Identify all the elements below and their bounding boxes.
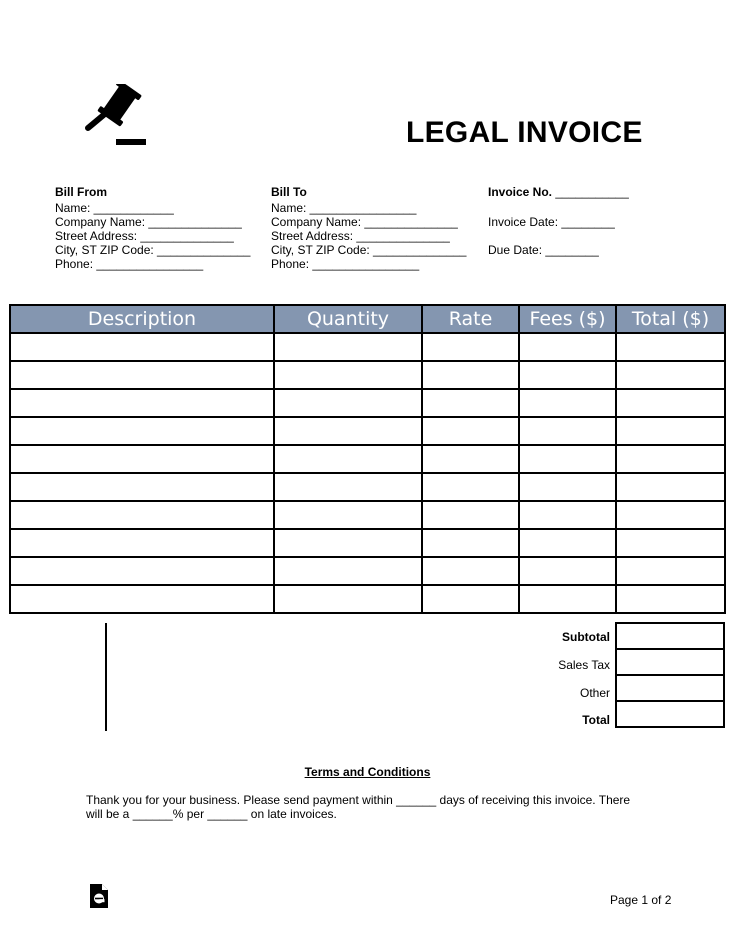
fees-cell[interactable] (519, 333, 616, 361)
description-cell[interactable] (10, 445, 274, 473)
gavel-icon (82, 84, 152, 148)
fees-cell[interactable] (519, 501, 616, 529)
rate-cell[interactable] (422, 501, 519, 529)
rate-cell[interactable] (422, 389, 519, 417)
summary-divider (105, 623, 107, 731)
fees-cell[interactable] (519, 361, 616, 389)
description-cell[interactable] (10, 529, 274, 557)
description-cell[interactable] (10, 333, 274, 361)
rate-cell[interactable] (422, 557, 519, 585)
column-header-description: Description (10, 305, 274, 333)
sales-tax-cell[interactable] (616, 649, 724, 675)
bill-from-heading: Bill From (55, 185, 108, 199)
fees-cell[interactable] (519, 473, 616, 501)
bill-to-company[interactable]: Company Name: ______________ (271, 215, 458, 229)
rate-cell[interactable] (422, 417, 519, 445)
quantity-cell[interactable] (274, 529, 422, 557)
other-label: Other (579, 686, 610, 700)
quantity-cell[interactable] (274, 361, 422, 389)
fees-cell[interactable] (519, 585, 616, 613)
bill-from-phone[interactable]: Phone: ________________ (55, 257, 204, 271)
fees-cell[interactable] (519, 529, 616, 557)
bill-from-section (55, 185, 250, 271)
invoice-info-section (488, 185, 629, 257)
bill-to-section (271, 185, 466, 271)
table-row (10, 557, 725, 585)
table-row (10, 501, 725, 529)
quantity-cell[interactable] (274, 585, 422, 613)
table-header-row (10, 305, 725, 333)
total-cell[interactable] (616, 333, 725, 361)
quantity-cell[interactable] (274, 333, 422, 361)
line-items-table (9, 304, 726, 614)
total-cell[interactable] (616, 701, 724, 727)
quantity-cell[interactable] (274, 501, 422, 529)
column-header-fees: Fees ($) (519, 305, 616, 333)
rate-cell[interactable] (422, 445, 519, 473)
rate-cell[interactable] (422, 585, 519, 613)
description-cell[interactable] (10, 361, 274, 389)
description-cell[interactable] (10, 585, 274, 613)
subtotal-cell[interactable] (616, 623, 724, 649)
quantity-cell[interactable] (274, 473, 422, 501)
bill-from-name[interactable]: Name: ____________ (55, 201, 174, 215)
total-cell[interactable] (616, 361, 725, 389)
column-header-total: Total ($) (616, 305, 725, 333)
table-row (10, 529, 725, 557)
description-cell[interactable] (10, 473, 274, 501)
description-cell[interactable] (10, 557, 274, 585)
table-row (10, 389, 725, 417)
fees-cell[interactable] (519, 389, 616, 417)
bill-to-name[interactable]: Name: ________________ (271, 201, 417, 215)
fees-cell[interactable] (519, 445, 616, 473)
table-row (10, 585, 725, 613)
quantity-cell[interactable] (274, 557, 422, 585)
invoice-number-field[interactable]: ___________ (555, 185, 629, 199)
table-row (10, 361, 725, 389)
column-header-quantity: Quantity (274, 305, 422, 333)
rate-cell[interactable] (422, 333, 519, 361)
table-row (10, 445, 725, 473)
quantity-cell[interactable] (274, 445, 422, 473)
description-cell[interactable] (10, 501, 274, 529)
bill-to-city[interactable]: City, ST ZIP Code: ______________ (271, 243, 467, 257)
table-row (10, 473, 725, 501)
total-label: Total (582, 713, 610, 727)
bill-from-company[interactable]: Company Name: ______________ (55, 215, 242, 229)
total-cell[interactable] (616, 529, 725, 557)
other-cell[interactable] (616, 675, 724, 701)
rate-cell[interactable] (422, 361, 519, 389)
invoice-date-field[interactable]: Invoice Date: ________ (488, 215, 615, 229)
total-cell[interactable] (616, 501, 725, 529)
subtotal-label: Subtotal (562, 630, 610, 644)
fees-cell[interactable] (519, 417, 616, 445)
document-e-icon (90, 884, 108, 908)
total-cell[interactable] (616, 585, 725, 613)
page-number: Page 1 of 2 (610, 893, 672, 907)
due-date-field[interactable]: Due Date: ________ (488, 243, 599, 257)
table-row (10, 333, 725, 361)
total-cell[interactable] (616, 417, 725, 445)
quantity-cell[interactable] (274, 417, 422, 445)
total-cell[interactable] (616, 473, 725, 501)
total-cell[interactable] (616, 389, 725, 417)
page-title: LEGAL INVOICE (406, 116, 643, 149)
table-row (10, 417, 725, 445)
quantity-cell[interactable] (274, 389, 422, 417)
table-body (10, 333, 725, 613)
bill-from-street[interactable]: Street Address: ______________ (55, 229, 234, 243)
rate-cell[interactable] (422, 473, 519, 501)
fees-cell[interactable] (519, 557, 616, 585)
terms-body: Thank you for your business. Please send payment within ______ days of receiving this invoice. There will be a ______% per ______ on late invoices. (86, 793, 631, 821)
description-cell[interactable] (10, 389, 274, 417)
invoice-number-label: Invoice No. (488, 185, 553, 199)
terms-title: Terms and Conditions (304, 765, 431, 779)
sales-tax-label: Sales Tax (558, 658, 610, 672)
bill-to-phone[interactable]: Phone: ________________ (271, 257, 420, 271)
summary-table (615, 622, 725, 728)
bill-from-city[interactable]: City, ST ZIP Code: ______________ (55, 243, 251, 257)
bill-to-street[interactable]: Street Address: ______________ (271, 229, 450, 243)
total-cell[interactable] (616, 445, 725, 473)
bill-to-heading: Bill To (271, 185, 307, 199)
description-cell[interactable] (10, 417, 274, 445)
total-cell[interactable] (616, 557, 725, 585)
column-header-rate: Rate (422, 305, 519, 333)
rate-cell[interactable] (422, 529, 519, 557)
